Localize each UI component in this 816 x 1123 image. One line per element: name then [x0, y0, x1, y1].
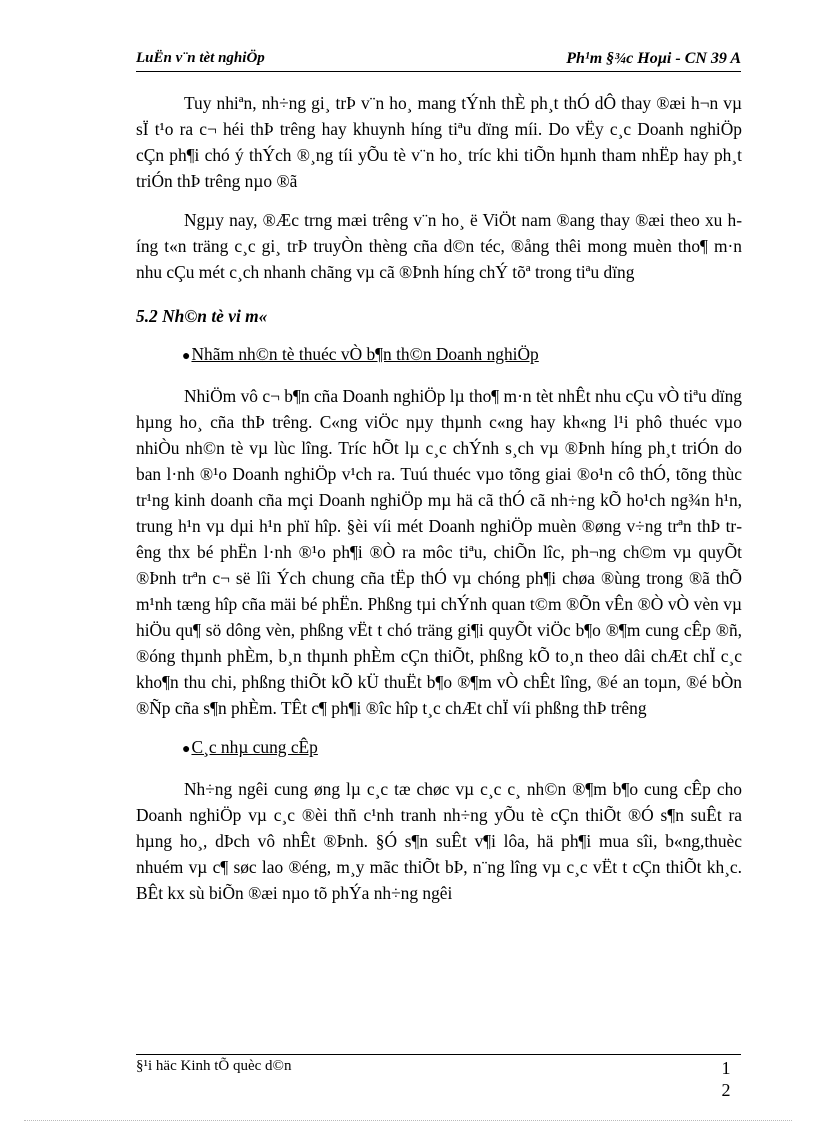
page-number	[718, 1057, 734, 1101]
page-number-bottom: 2	[721, 1080, 731, 1100]
page-header	[136, 50, 741, 72]
subheading-text: Nhãm nh©n tè thuéc vÒ b¶n th©n Doanh nghiÖp	[191, 344, 539, 364]
paragraph-2: Ngµy nay, ®Æc trng mæi trêng v¨n ho¸ ë ViÖt nam ®ang thay ®æi theo xu híng t«n träng c¸c gi¸ trÞ truyÒn thèng cña d©n téc, ®ång thêi mong muèn tho¶ m·n nhu cÇu mét c¸ch nhanh chãng vµ cã ®Þnh híng chÝ tõª trong tiªu dïng	[136, 210, 742, 282]
header-left-title: LuËn v¨n tèt nghiÖp	[136, 50, 265, 66]
document-body	[136, 90, 742, 919]
section-heading: 5.2 Nh©n tè vi m«	[136, 306, 268, 326]
subheading-suppliers	[182, 734, 742, 763]
bullet-icon: ●	[182, 742, 191, 757]
header-right-author: Ph¹m §¾c Hoµi - CN 39 A	[566, 50, 741, 67]
paragraph-4: Nh÷ng ngêi cung øng lµ c¸c tæ chøc vµ c¸c c¸ nh©n ®¶m b¶o cung cÊp cho Doanh nghiÖp vµ c¸c ®èi thñ c¹nh tranh nh÷ng yÕu tè cÇn thiÕt ®Ó s¶n suÊt ra hµng ho¸, dÞch vô nhÊt ®Þnh. §Ó s¶n suÊt v¶i lôa, hä ph¶i mua sîi, b«ng,thuèc nhuém vµ c¶ søc lao ®éng, m¸y mãc thiÕt bÞ, n¨ng lîng vµ c¸c vËt t cÇn thiÕt kh¸c. BÊt kx sù biÕn ®æi nµo tõ phÝa nh÷ng ngêi	[136, 779, 742, 903]
footer-institution: §¹i häc Kinh tÕ quèc d©n	[136, 1058, 292, 1074]
subheading-text: C¸c nhµ cung cÊp	[191, 737, 318, 757]
paragraph-1: Tuy nhiªn, nh÷ng gi¸ trÞ v¨n ho¸ mang tÝnh thÈ ph¸t thÓ dÔ thay ®æi h¬n vµ sÏ t¹o ra c¬ héi thÞ trêng hay khuynh híng tiªu dïng míi. Do vËy c¸c Doanh nghiÖp cÇn ph¶i chó ý thÝch ®¸ng tíi yÕu tè v¨n ho¸ tríc khi tiÕn hµnh tham nhËp hay ph¸t triÓn thÞ trêng nµo ®ã	[136, 93, 742, 191]
page-number-top: 1	[721, 1058, 731, 1078]
subheading-internal-factors	[182, 341, 742, 370]
bullet-icon: ●	[182, 349, 191, 364]
paragraph-3: NhiÖm vô c¬ b¶n cña Doanh nghiÖp lµ tho¶ m·n tèt nhÊt nhu cÇu vÒ tiªu dïng hµng ho¸ cña thÞ trêng. C«ng viÖc nµy thµnh c«ng hay kh«ng l¹i phô thuéc vµo nhiÒu nh©n tè vµ lùc lîng. Tríc hÕt lµ c¸c chÝnh s¸ch vµ ®Þnh híng ph¸t triÓn do ban l·nh ®¹o Doanh nghiÖp v¹ch ra. Tuú thuéc vµo tõng giai ®o¹n cô thÓ, tõng thùc tr¹ng kinh doanh cña mçi Doanh nghiÖp mµ hä cã thÓ cã nh÷ng kÕ ho¹ch ng¾n h¹n, trung h¹n vµ dµi h¹n phï hîp. §èi víi mét Doanh nghiÖp muèn ®øng v÷ng trªn thÞ trêng thx bé phËn l·nh ®¹o ph¶i ®Ò ra môc tiªu, chiÕn lîc, ph¬ng ch©m vµ quyÕt ®Þnh trªn c¬ së lîi Ých chung cña tËp thÓ vµ chóng ph¶i chøa ®ùng trong ®ã thÕ m¹nh tæng hîp cña mäi bé phËn. Phßng tµi chÝnh quan t©m ®Õn vÊn ®Ò vÒ vèn vµ hiÖu qu¶ sö dông vèn, phßng vËt t chó träng gi¶i quyÕt viÖc b¶o ®¶m cung cÊp ®ñ, ®óng thµnh phÈm, b¸n thµnh phÈm cÇn thiÕt, phßng kÕ to¸n theo dâi chÆt chÏ c¸c kho¶n thu chi, phßng thiÕt kÕ kÜ thuËt b¶o ®¶m vÒ chÊt lîng, ®é an toµn, ®é bÒn ®Ñp cña s¶n phÈm. TÊt c¶ ph¶i ®îc hîp t¸c chÆt chÏ víi phßng thÞ trêng	[136, 386, 742, 718]
header-divider	[136, 71, 741, 72]
footer-divider	[136, 1054, 741, 1055]
page-bottom-edge	[24, 1120, 792, 1121]
